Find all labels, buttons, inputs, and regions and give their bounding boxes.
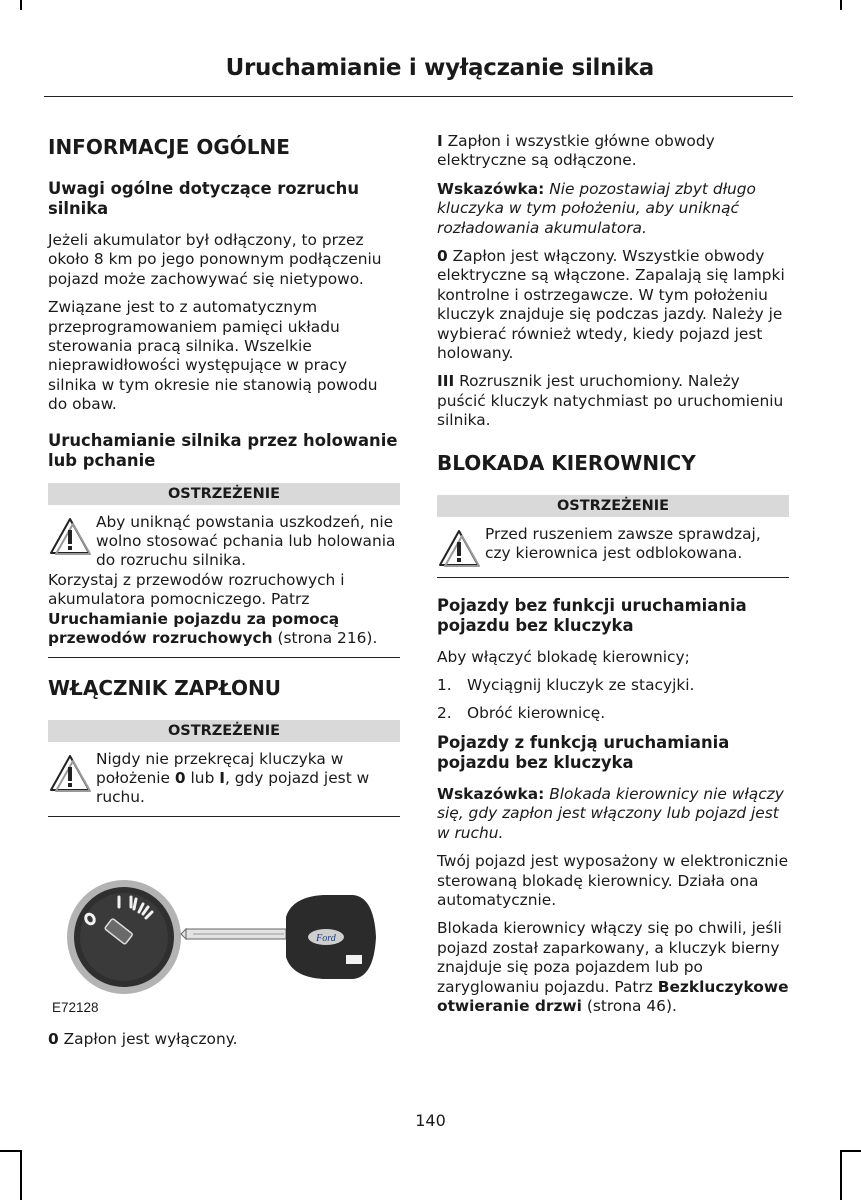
step-text: Wyciągnij kluczyk ze stacyjki. bbox=[467, 676, 695, 695]
warning-text bbox=[96, 750, 400, 808]
position-0-desc bbox=[48, 1030, 400, 1049]
page-number: 140 bbox=[415, 1111, 446, 1130]
warning-text: Aby uniknąć powstania uszkodzeń, nie wolno stosować pchania lub holowania do rozruchu silnika. bbox=[96, 512, 396, 570]
position-0: 0 bbox=[174, 768, 186, 787]
warning-text: Przed ruszeniem zawsze sprawdzaj, czy kierownica jest odblokowana. bbox=[485, 524, 761, 563]
warning-row bbox=[48, 513, 400, 571]
warning-extra-text bbox=[48, 571, 400, 649]
crop-mark-bottom-right-v bbox=[840, 1150, 842, 1200]
crop-mark-bottom-right-h bbox=[842, 1150, 861, 1152]
note-text: Nie pozostawiaj zbyt długo kluczyka w tym położeniu, aby uniknąć rozładowania akumulatora. bbox=[437, 179, 756, 237]
link-keyless-entry[interactable]: Bezkluczykowe otwieranie drzwi bbox=[437, 977, 789, 1015]
paragraph-reprogram: Związane jest to z automatycznym przeprogramowaniem pamięci układu sterowania pracą silnika. Wszelkie nieprawidłowości występujące w pracy silnika w tym okresie nie stanowią powodu do obaw. bbox=[48, 298, 378, 414]
warning-row bbox=[48, 750, 400, 808]
page-header-title: Uruchamianie i wyłączanie silnika bbox=[225, 55, 654, 81]
warning-extra-lead: Korzystaj z przewodów rozruchowych i akumulatora pomocniczego. Patrz bbox=[48, 570, 345, 609]
paragraph-auto-lock bbox=[437, 919, 789, 1016]
note-text: Blokada kierownicy nie włączy się, gdy zapłon jest włączony lub pojazd jest w ruchu. bbox=[437, 784, 784, 842]
key-tip bbox=[181, 929, 186, 939]
note-battery bbox=[437, 180, 789, 238]
figure-code: E72128 bbox=[52, 999, 99, 1015]
position-III-text: Rozrusznik jest uruchomiony. Należy puścić kluczyk natychmiast po uruchomieniu silnika. bbox=[437, 372, 784, 430]
warning-box-steering bbox=[437, 495, 789, 578]
heading-keyless: Pojazdy z funkcją uruchamiania pojazdu bez kluczyka bbox=[437, 732, 730, 772]
position-0-text: Zapłon jest wyłączony. bbox=[58, 1029, 238, 1048]
paragraph-battery: Jeżeli akumulator był odłączony, to przez około 8 km po jego ponownym podłączeniu pojazd może zachowywać się nietypowo. bbox=[48, 231, 382, 288]
note-label: Wskazówka: bbox=[437, 784, 545, 803]
step-number: 2. bbox=[437, 703, 452, 722]
page-ref: (strona 46). bbox=[581, 996, 677, 1015]
position-II-desc bbox=[437, 247, 789, 363]
position-III-desc bbox=[437, 372, 789, 430]
position-1: I bbox=[219, 768, 225, 787]
heading-tow-start: Uruchamianie silnika przez holowanie lub pchanie bbox=[48, 430, 398, 470]
paragraph-engage: Aby włączyć blokadę kierownicy; bbox=[437, 647, 690, 666]
crop-mark-top-right-v bbox=[840, 0, 842, 10]
warning-box-ignition bbox=[48, 720, 400, 817]
warning-text-b: lub bbox=[185, 768, 220, 787]
warning-text-c: , gdy pojazd jest w ruchu. bbox=[96, 768, 370, 807]
position-II-text: Zapłon jest włączony. Wszystkie obwody elektryczne są włączone. Zapalają się lampki kontrolne i ostrzegawcze. W tym położeniu kluczyk znajduje się podczas jazdy. Należy je wybierać również wtedy, kiedy pojazd jest holowany. bbox=[437, 247, 785, 363]
position-I-desc bbox=[437, 132, 789, 171]
warning-label: OSTRZEŻENIE bbox=[48, 483, 400, 505]
list-item bbox=[437, 676, 789, 695]
crop-mark-bottom-left-h bbox=[0, 1150, 20, 1152]
heading-no-keyless: Pojazdy bez funkcji uruchamiania pojazdu bez kluczyka bbox=[437, 595, 747, 635]
position-I-key: I bbox=[437, 132, 443, 150]
warning-box-tow bbox=[48, 483, 400, 658]
key-label-plate bbox=[346, 955, 362, 964]
note-label: Wskazówka: bbox=[437, 179, 545, 198]
ignition-key-illustration bbox=[48, 877, 400, 997]
crop-mark-bottom-left-v bbox=[20, 1150, 22, 1200]
note-keyless bbox=[437, 785, 789, 843]
position-I-text: Zapłon i wszystkie główne obwody elektryczne są odłączone. bbox=[437, 132, 715, 170]
position-II-key: 0 bbox=[437, 247, 448, 266]
warning-divider bbox=[437, 577, 789, 578]
position-0-key: 0 bbox=[48, 1029, 59, 1048]
paragraph-electronic-lock: Twój pojazd jest wyposażony w elektronicznie sterowaną blokadę kierownicy. Działa ona automatycznie. bbox=[437, 852, 789, 909]
warning-row bbox=[437, 525, 789, 569]
list-item bbox=[437, 704, 789, 723]
heading-general-info: INFORMACJE OGÓLNE bbox=[48, 135, 290, 159]
warning-label: OSTRZEŻENIE bbox=[437, 495, 789, 517]
warning-text-a: Nigdy nie przekręcaj kluczyka w położenie bbox=[96, 749, 344, 787]
left-column bbox=[48, 128, 400, 1058]
heading-ignition-switch: WŁĄCZNIK ZAPŁONU bbox=[48, 675, 281, 700]
steps-list bbox=[437, 676, 789, 723]
auto-lock-text: Blokada kierownicy włączy się po chwili, jeśli pojazd został zaparkowany, a kluczyk bierny znajduje się poza pojazdem lub po zaryglowaniu pojazdu. Patrz bbox=[437, 919, 782, 996]
page-ref: (strona 216). bbox=[272, 629, 378, 648]
warning-triangle-icon bbox=[437, 527, 481, 569]
right-column bbox=[437, 132, 789, 1025]
warning-triangle-icon bbox=[48, 515, 92, 557]
warning-triangle-icon bbox=[48, 752, 92, 794]
ignition-figure bbox=[48, 877, 400, 1032]
heading-start-notes: Uwagi ogólne dotyczące rozruchu silnika bbox=[48, 179, 359, 218]
header-divider bbox=[44, 96, 793, 97]
step-number: 1. bbox=[437, 676, 452, 695]
warning-label: OSTRZEŻENIE bbox=[48, 720, 400, 742]
crop-mark-top-left-v bbox=[20, 0, 22, 10]
warning-divider bbox=[48, 816, 400, 817]
heading-steering-lock: BLOKADA KIEROWNICY bbox=[437, 450, 696, 475]
position-III-key: III bbox=[437, 372, 455, 391]
ford-logo-text: Ford bbox=[316, 932, 336, 944]
step-text: Obróć kierownicę. bbox=[467, 703, 606, 722]
link-jump-start[interactable]: Uruchamianie pojazdu za pomocą przewodów rozruchowych bbox=[48, 609, 340, 648]
warning-divider bbox=[48, 657, 400, 658]
